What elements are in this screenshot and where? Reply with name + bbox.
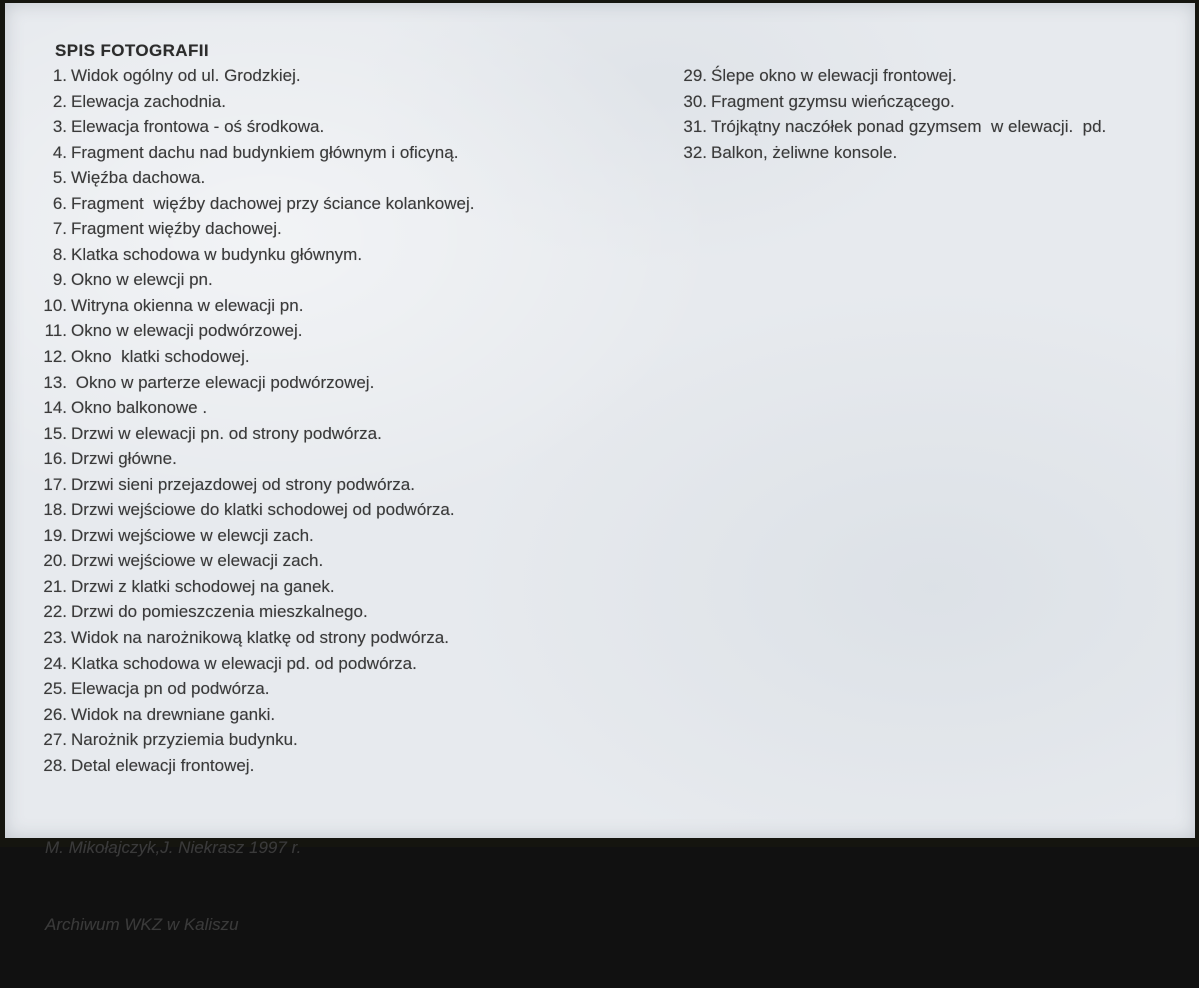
list-item-number: 30. bbox=[683, 91, 707, 111]
list-item bbox=[40, 472, 474, 498]
list-item bbox=[40, 574, 474, 600]
list-item bbox=[40, 293, 474, 319]
list-item-text: Klatka schodowa w elewacji pd. od podwórza. bbox=[71, 653, 417, 673]
list-item-text: Drzwi z klatki schodowej na ganek. bbox=[71, 576, 335, 596]
list-item-number: 26. bbox=[43, 704, 67, 724]
list-item bbox=[40, 651, 474, 677]
list-item-number: 13. bbox=[43, 372, 67, 392]
list-item bbox=[40, 753, 474, 779]
list-item bbox=[40, 63, 474, 89]
list-item bbox=[40, 89, 474, 115]
list-item-number: 6. bbox=[52, 193, 67, 213]
credits-line: Archiwum WKZ w Kaliszu bbox=[45, 914, 239, 934]
list-item-number: 25. bbox=[43, 679, 67, 699]
list-item-text: Narożnik przyziemia budynku. bbox=[71, 730, 298, 750]
list-item bbox=[40, 676, 474, 702]
list-item bbox=[40, 344, 474, 370]
list-item-number: 32. bbox=[683, 142, 707, 162]
list-item-text: Okno klatki schodowej. bbox=[71, 347, 250, 367]
list-item-text: Okno w elewcji pn. bbox=[71, 270, 213, 290]
list-item-number: 11. bbox=[44, 321, 67, 341]
list-item-number: 18. bbox=[43, 500, 67, 520]
list-item bbox=[40, 421, 474, 447]
list-item-text: Elewacja frontowa - oś środkowa. bbox=[71, 117, 325, 137]
list-item-number: 20. bbox=[43, 551, 67, 571]
list-item bbox=[40, 267, 474, 293]
list-item bbox=[40, 395, 474, 421]
list-item bbox=[40, 191, 474, 217]
list-item bbox=[40, 216, 474, 242]
list-item-number: 28. bbox=[43, 755, 67, 775]
list-item bbox=[40, 318, 474, 344]
list-item bbox=[40, 242, 474, 268]
list-item-text: Fragment gzymsu wieńczącego. bbox=[711, 91, 955, 111]
list-item bbox=[40, 702, 474, 728]
list-item-text: Okno w elewacji podwórzowej. bbox=[71, 321, 303, 341]
list-item-text: Fragment więźby dachowej przy ściance kolankowej. bbox=[71, 193, 475, 213]
list-item-number: 9. bbox=[52, 270, 67, 290]
list-item-number: 29. bbox=[683, 66, 707, 85]
list-item-text: Widok na narożnikową klatkę od strony podwórza. bbox=[71, 628, 449, 648]
list-item-text: Klatka schodowa w budynku głównym. bbox=[71, 244, 363, 264]
list-item-text: Detal elewacji frontowej. bbox=[71, 755, 255, 775]
list-item bbox=[40, 599, 474, 625]
list-item bbox=[670, 89, 1106, 115]
list-item-number: 10. bbox=[43, 295, 67, 315]
list-item-text: Drzwi do pomieszczenia mieszkalnego. bbox=[71, 602, 368, 622]
list-item bbox=[40, 727, 474, 753]
list-item-text: Witryna okienna w elewacji pn. bbox=[71, 295, 304, 315]
list-item-number: 1. bbox=[52, 66, 67, 85]
list-item-number: 5. bbox=[52, 168, 67, 188]
list-item-text: Drzwi wejściowe w elewacji zach. bbox=[71, 551, 324, 571]
list-item-text: Drzwi wejściowe do klatki schodowej od podwórza. bbox=[71, 500, 455, 520]
list-item-text: Więźba dachowa. bbox=[71, 168, 206, 188]
list-item-number: 31. bbox=[683, 117, 707, 137]
list-item-number: 21. bbox=[43, 576, 67, 596]
list-item-number: 7. bbox=[52, 219, 67, 239]
list-item-number: 3. bbox=[52, 117, 67, 137]
list-item-number: 24. bbox=[43, 653, 67, 673]
list-item-number: 8. bbox=[52, 244, 67, 264]
list-item bbox=[40, 165, 474, 191]
list-item-text: Balkon, żeliwne konsole. bbox=[711, 142, 898, 162]
list-item bbox=[670, 63, 1106, 89]
list-item-text: Elewacja zachodnia. bbox=[71, 91, 226, 111]
list-item bbox=[40, 446, 474, 472]
list-item bbox=[40, 523, 474, 549]
scanned-page bbox=[5, 3, 1195, 934]
photo-list-left-column bbox=[40, 63, 474, 778]
list-item-text: Elewacja pn od podwórza. bbox=[71, 679, 270, 699]
credits-block bbox=[45, 784, 301, 988]
list-item bbox=[40, 140, 474, 166]
list-item-text: Okno balkonowe . bbox=[71, 398, 208, 418]
list-item-text: Drzwi wejściowe w elewcji zach. bbox=[71, 525, 314, 545]
list-item bbox=[40, 370, 474, 396]
page-title: SPIS FOTOGRAFII bbox=[55, 41, 209, 60]
list-item-text: Drzwi sieni przejazdowej od strony podwórza. bbox=[71, 474, 415, 494]
list-item-number: 27. bbox=[43, 730, 67, 750]
list-item-text: Widok ogólny od ul. Grodzkiej. bbox=[71, 66, 301, 85]
list-item bbox=[670, 114, 1106, 140]
list-item-number: 17. bbox=[43, 474, 67, 494]
list-item-text: Ślepe okno w elewacji frontowej. bbox=[711, 66, 957, 85]
list-item-number: 22. bbox=[43, 602, 67, 622]
list-item-text: Fragment dachu nad budynkiem głównym i oficyną. bbox=[71, 142, 459, 162]
list-item-number: 15. bbox=[43, 423, 67, 443]
list-item-number: 19. bbox=[43, 525, 67, 545]
list-item bbox=[40, 548, 474, 574]
list-item-number: 16. bbox=[43, 449, 67, 469]
list-item-text: Widok na drewniane ganki. bbox=[71, 704, 276, 724]
list-item bbox=[670, 140, 1106, 166]
list-item-number: 23. bbox=[43, 628, 67, 648]
list-item bbox=[40, 625, 474, 651]
list-item-number: 4. bbox=[52, 142, 67, 162]
list-item bbox=[40, 114, 474, 140]
list-item-text: Fragment więźby dachowej. bbox=[71, 219, 282, 239]
list-item-number: 12. bbox=[43, 347, 67, 367]
list-item bbox=[40, 497, 474, 523]
credits-line: M. Mikołajczyk,J. Niekrasz 1997 r. bbox=[45, 838, 302, 857]
list-item-number: 2. bbox=[52, 91, 67, 111]
list-item-text: Trójkątny naczółek ponad gzymsem w elewacji. pd. bbox=[711, 117, 1107, 137]
list-item-text: Drzwi główne. bbox=[71, 449, 177, 469]
list-item-text: Drzwi w elewacji pn. od strony podwórza. bbox=[71, 423, 382, 443]
list-item-number: 14. bbox=[43, 398, 67, 418]
list-item-text: Okno w parterze elewacji podwórzowej. bbox=[71, 372, 375, 392]
photo-list-right-column bbox=[670, 63, 1106, 165]
